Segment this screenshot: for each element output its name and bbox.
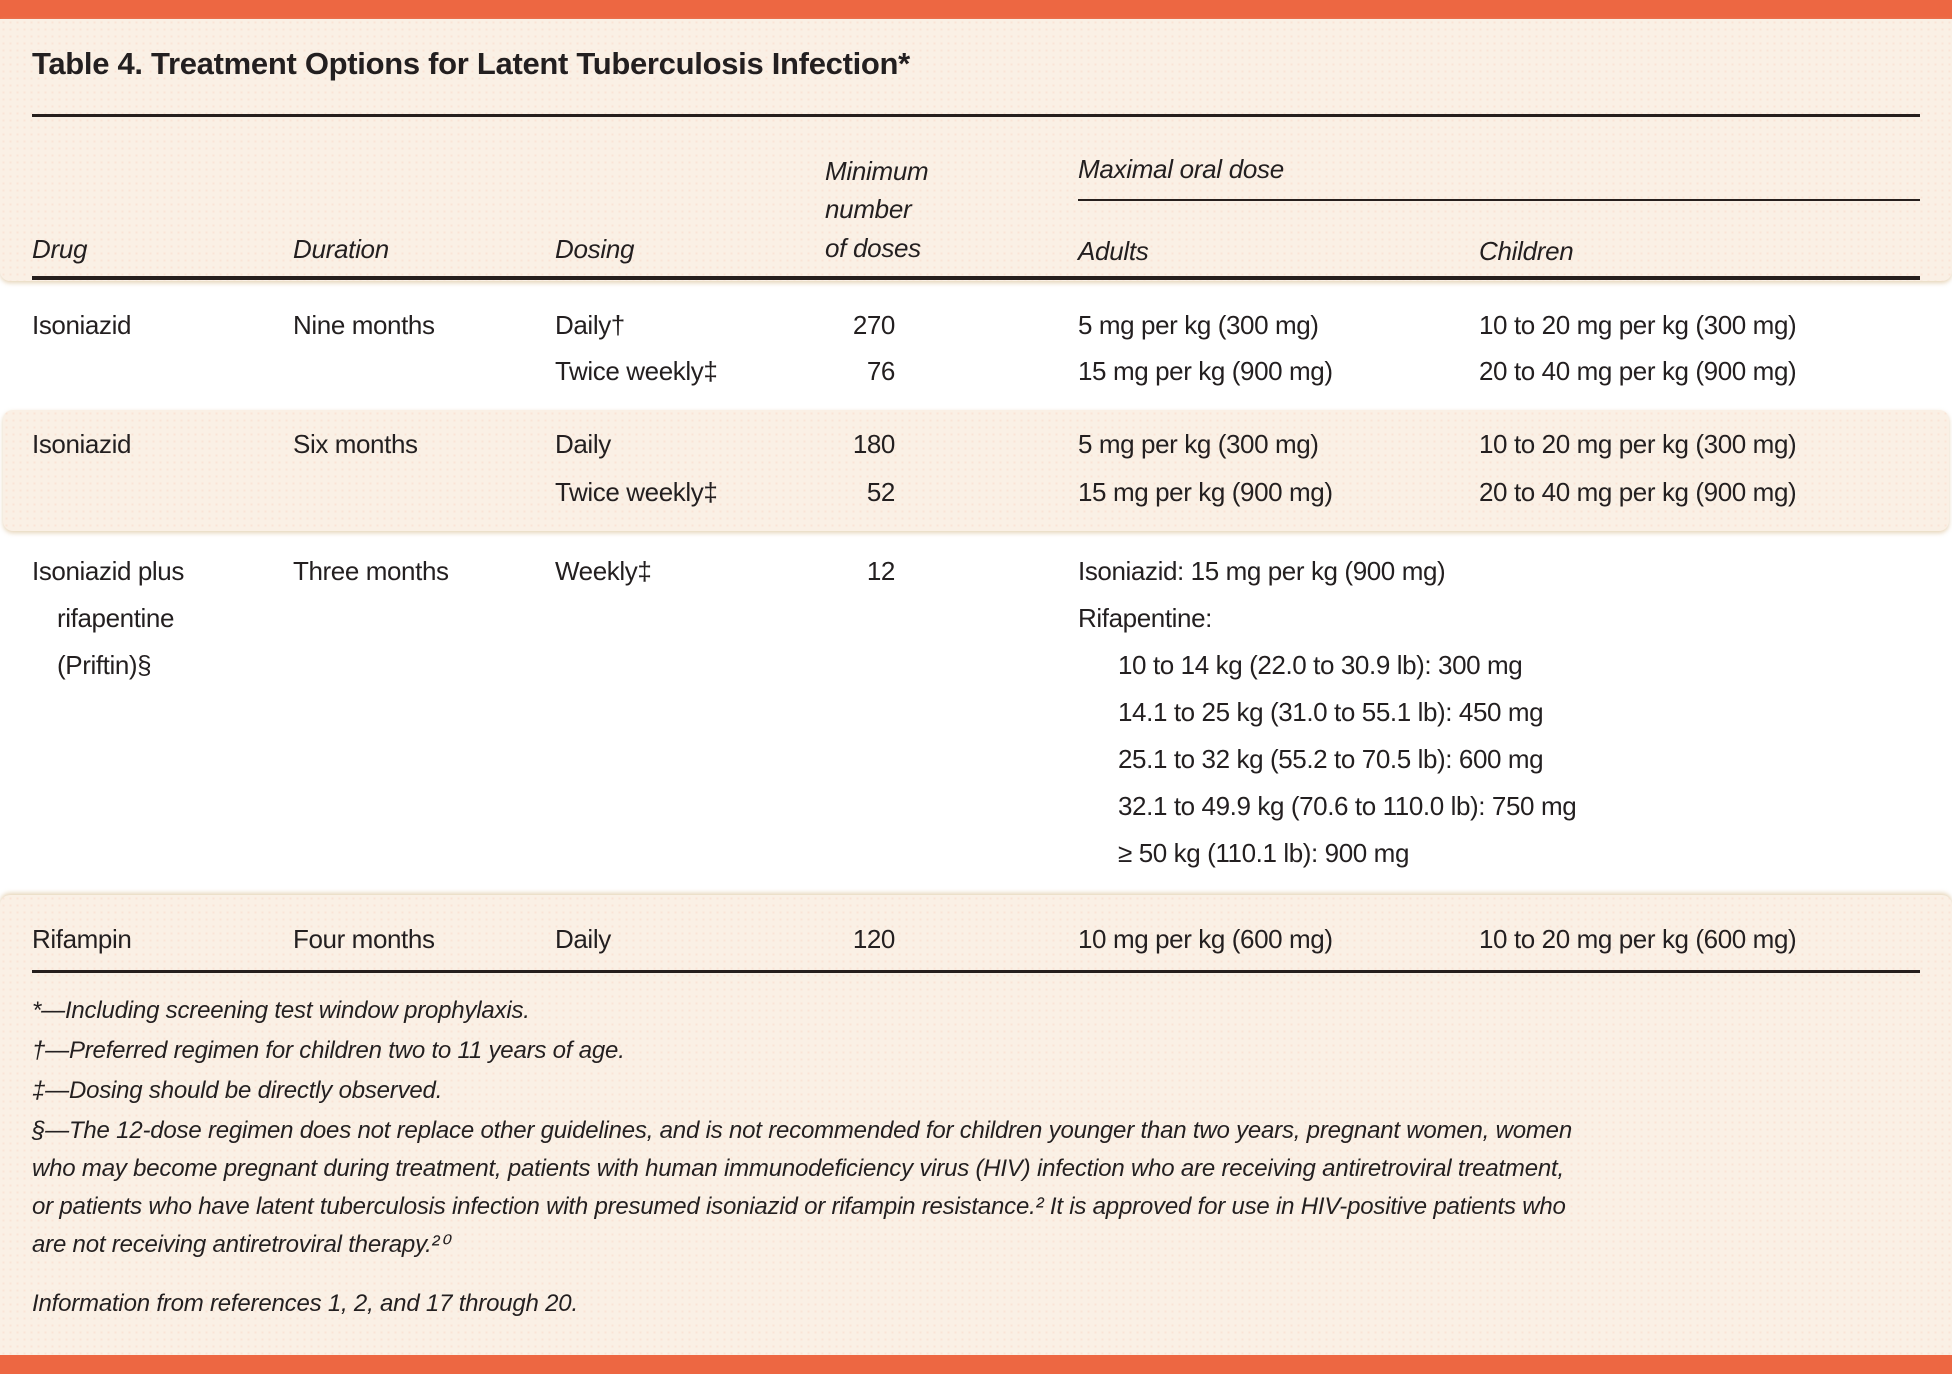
cell-min-doses: 180 [852, 429, 895, 459]
cell-duration: Three months [293, 556, 449, 586]
column-header-adults: Adults [1078, 236, 1149, 266]
cell-dose-detail: Isoniazid: 15 mg per kg (900 mg) [1078, 556, 1446, 586]
cell-drug: Rifampin [32, 924, 132, 954]
rule-under-title [32, 114, 1920, 117]
bottom-accent-bar [0, 1355, 1952, 1374]
rule-under-column-headers [32, 276, 1920, 280]
column-header-drug: Drug [32, 234, 88, 264]
source-attribution: Information from references 1, 2, and 17 through 20. [32, 1290, 578, 1317]
cell-min-doses: 52 [866, 477, 895, 507]
cell-child-dose: 20 to 40 mg per kg (900 mg) [1479, 477, 1797, 507]
column-header-children: Children [1479, 236, 1574, 266]
cell-adult-dose: 15 mg per kg (900 mg) [1078, 477, 1333, 507]
cell-dosing: Weekly‡ [555, 556, 652, 586]
cell-dosing: Daily† [555, 310, 625, 340]
cell-child-dose: 20 to 40 mg per kg (900 mg) [1479, 356, 1797, 386]
cell-min-doses: 270 [852, 310, 895, 340]
column-header-min-doses-line2: number [825, 194, 912, 224]
cell-child-dose: 10 to 20 mg per kg (600 mg) [1479, 924, 1797, 954]
column-header-min-doses-line1: Minimum [825, 156, 929, 186]
cell-duration: Four months [293, 924, 435, 954]
footnote-section-line1: §—The 12-dose regimen does not replace other guidelines, and is not recommended for children younger than two years, pregnant women, women [32, 1117, 1572, 1144]
cell-dose-detail-weight-band: 14.1 to 25 kg (31.0 to 55.1 lb): 450 mg [1118, 697, 1544, 727]
cell-dosing: Daily [555, 429, 611, 459]
cell-dose-detail-weight-band: ≥ 50 kg (110.1 lb): 900 mg [1118, 838, 1409, 868]
footnote-asterisk: *—Including screening test window prophylaxis. [32, 997, 530, 1024]
cell-child-dose: 10 to 20 mg per kg (300 mg) [1479, 429, 1797, 459]
footnote-dagger: †—Preferred regimen for children two to 11 years of age. [32, 1037, 625, 1064]
cell-adult-dose: 5 mg per kg (300 mg) [1078, 310, 1319, 340]
cell-dosing: Twice weekly‡ [555, 356, 718, 386]
cell-adult-dose: 10 mg per kg (600 mg) [1078, 924, 1333, 954]
cell-dosing: Daily [555, 924, 611, 954]
cell-drug: Isoniazid [32, 429, 132, 459]
column-header-duration: Duration [293, 234, 389, 264]
cell-min-doses: 76 [866, 356, 895, 386]
footnote-section-line2: who may become pregnant during treatment, patients with human immunodeficiency virus (HIV) infection who are receiving antiretroviral treatment, [32, 1155, 1564, 1182]
footnote-double-dagger: ‡—Dosing should be directly observed. [32, 1077, 443, 1104]
cell-duration: Nine months [293, 310, 435, 340]
cell-min-doses: 120 [852, 924, 895, 954]
column-header-dosing: Dosing [555, 234, 635, 264]
cell-dose-detail-weight-band: 25.1 to 32 kg (55.2 to 70.5 lb): 600 mg [1118, 744, 1544, 774]
cell-dosing: Twice weekly‡ [555, 477, 718, 507]
cell-drug-line1: Isoniazid plus [32, 556, 184, 586]
table-title: Table 4. Treatment Options for Latent Tuberculosis Infection* [32, 46, 910, 81]
cell-drug: Isoniazid [32, 310, 132, 340]
footnote-section-line3: or patients who have latent tuberculosis infection with presumed isoniazid or rifampin resistance.² It is approved for use in HIV-positive patients who [32, 1193, 1566, 1220]
column-header-maximal-oral-dose: Maximal oral dose [1078, 154, 1284, 184]
cell-dose-detail: Rifapentine: [1078, 603, 1212, 633]
cell-adult-dose: 15 mg per kg (900 mg) [1078, 356, 1333, 386]
cell-drug-line2: rifapentine [57, 603, 175, 633]
cell-duration: Six months [293, 429, 418, 459]
footnote-section-line4: are not receiving antiretroviral therapy.²⁰ [32, 1231, 449, 1258]
cell-dose-detail-weight-band: 32.1 to 49.9 kg (70.6 to 110.0 lb): 750 mg [1118, 791, 1577, 821]
cell-dose-detail-weight-band: 10 to 14 kg (22.0 to 30.9 lb): 300 mg [1118, 650, 1523, 680]
cell-min-doses: 12 [866, 556, 895, 586]
cell-adult-dose: 5 mg per kg (300 mg) [1078, 429, 1319, 459]
rule-table-bottom [32, 970, 1920, 973]
top-accent-bar [0, 0, 1952, 19]
rule-under-maximal-oral-dose [1078, 199, 1920, 201]
column-header-min-doses-line3: of doses [825, 233, 921, 263]
cell-child-dose: 10 to 20 mg per kg (300 mg) [1479, 310, 1797, 340]
cell-drug-line3: (Priftin)§ [57, 650, 152, 680]
